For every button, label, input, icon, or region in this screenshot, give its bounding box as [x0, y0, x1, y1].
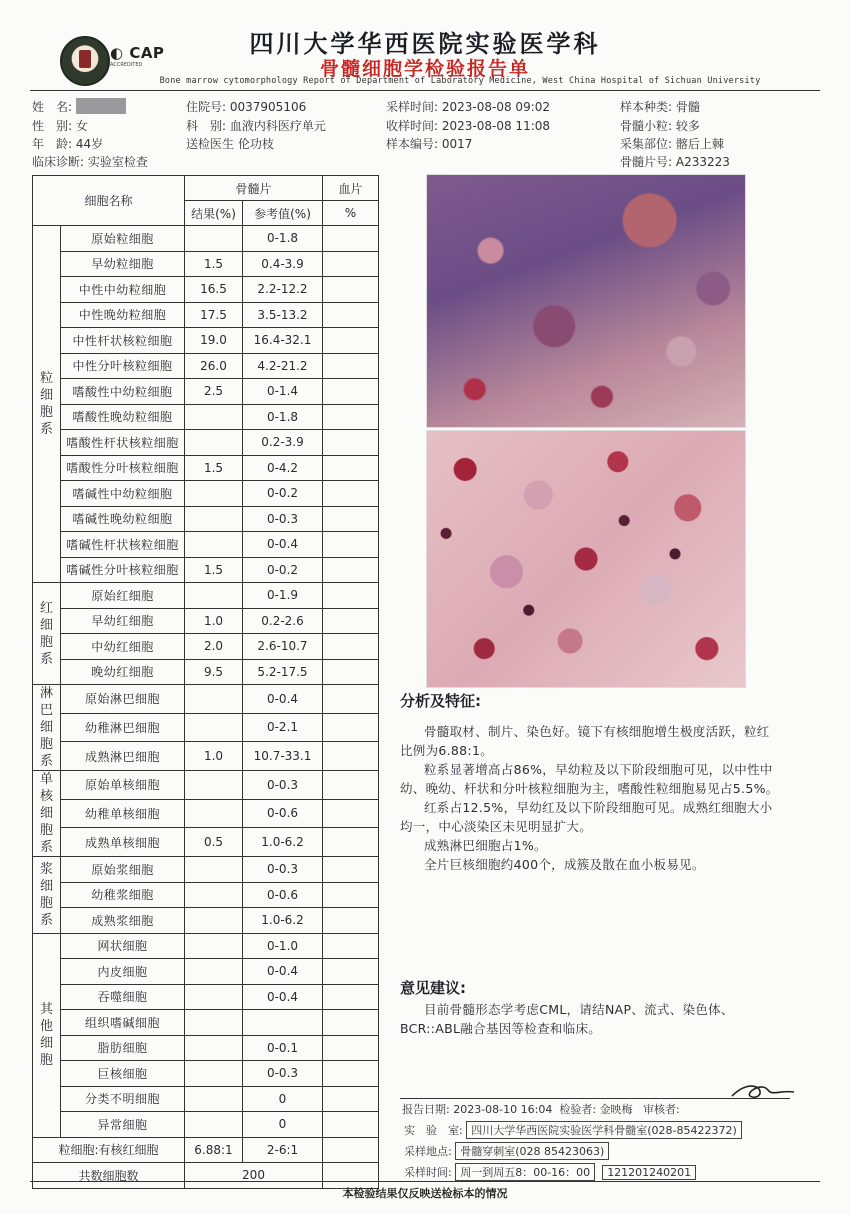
count-label: 共数细胞数 — [33, 1163, 185, 1189]
group-plasma-label: 浆细胞系 — [39, 861, 53, 928]
col-result-header: 结果(%) — [185, 201, 243, 226]
cell-blood — [323, 557, 379, 583]
admission-value: 0037905106 — [229, 100, 307, 114]
cell-result — [185, 933, 243, 959]
cell-name: 成熟浆细胞 — [61, 908, 185, 934]
receive-time-label: 收样时间: — [386, 119, 439, 133]
cell-result — [185, 1010, 243, 1036]
cell-blood — [323, 1061, 379, 1087]
cell-result — [185, 430, 243, 456]
cell-blood — [323, 608, 379, 634]
receive-time-field — [386, 117, 550, 134]
report-date-label: 报告日期: — [402, 1103, 450, 1116]
cell-result — [185, 959, 243, 985]
cell-name: 嗜碱性分叶核粒细胞 — [61, 557, 185, 583]
name-redacted — [76, 98, 126, 114]
cell-ref: 0-0.3 — [243, 506, 323, 532]
cap-sub: ACCREDITED — [110, 62, 143, 68]
table-row — [33, 583, 379, 609]
cell-ref: 0-0.4 — [243, 532, 323, 558]
cell-blood — [323, 379, 379, 405]
cell-name: 嗜酸性中幼粒细胞 — [61, 379, 185, 405]
site-label: 采集部位: — [620, 137, 673, 151]
barcode-number: 121201240201 — [602, 1165, 696, 1180]
dept-label: 科 别: — [186, 119, 227, 133]
cell-blood — [323, 226, 379, 252]
cell-ref: 0-0.2 — [243, 481, 323, 507]
table-row — [33, 277, 379, 303]
sample-no-label: 样本编号: — [386, 137, 439, 151]
table-row — [33, 771, 379, 800]
analysis-body — [400, 722, 780, 874]
table-row — [33, 353, 379, 379]
table-row — [33, 659, 379, 685]
sex-value: 女 — [75, 119, 88, 133]
ratio-label: 粒细胞:有核红细胞 — [33, 1137, 185, 1163]
cell-result — [185, 506, 243, 532]
cell-name: 原始红细胞 — [61, 583, 185, 609]
sampling-site-label: 采样地点: — [404, 1145, 452, 1158]
sampling-time-label: 采样时间: — [404, 1166, 452, 1179]
col-name-header: 细胞名称 — [33, 176, 185, 226]
cell-ref: 0-1.0 — [243, 933, 323, 959]
sampling-time-row — [404, 1163, 696, 1181]
english-title: Bone marrow cytomorphology Report of Department of Laboratory Medicine, West China Hospital of Sichuan University — [159, 76, 761, 86]
admission-label: 住院号: — [186, 100, 227, 114]
cell-result — [185, 799, 243, 828]
cell-result — [185, 532, 243, 558]
cell-ref: 4.2-21.2 — [243, 353, 323, 379]
cell-result — [185, 685, 243, 714]
table-row — [33, 481, 379, 507]
signature — [728, 1076, 798, 1106]
table-row — [33, 984, 379, 1010]
doctor-field — [186, 135, 274, 152]
cell-ref: 0.2-3.9 — [243, 430, 323, 456]
lab-label: 实 验 室: — [404, 1124, 463, 1137]
cell-name: 脂肪细胞 — [61, 1035, 185, 1061]
table-row — [33, 908, 379, 934]
slide-no-value: A233223 — [675, 155, 730, 169]
diagnosis-label: 临床诊断: — [32, 155, 85, 169]
cell-ref: 0-0.3 — [243, 771, 323, 800]
name-field — [32, 98, 126, 115]
cell-result: 0.5 — [185, 828, 243, 857]
cell-result — [185, 1061, 243, 1087]
sex-field — [32, 117, 88, 134]
cell-ref: 0 — [243, 1086, 323, 1112]
table-row — [33, 634, 379, 660]
cell-name: 原始单核细胞 — [61, 771, 185, 800]
opinion-text: 目前骨髓形态学考虑CML，请结NAP、流式、染色体、BCR::ABL融合基因等检查和临床。 — [400, 1002, 734, 1036]
table-row — [33, 857, 379, 883]
table-row — [33, 404, 379, 430]
cell-ref: 10.7-33.1 — [243, 742, 323, 771]
col-pct-header: % — [323, 201, 379, 226]
micrograph-low-power — [426, 174, 746, 428]
examiner-value: 金映梅 — [599, 1103, 633, 1116]
hospital-title: 四川大学华西医院实验医学科 — [249, 30, 601, 58]
ratio-row — [33, 1137, 379, 1163]
table-row — [33, 882, 379, 908]
marrow-grain-field — [620, 117, 700, 134]
cell-result: 1.0 — [185, 742, 243, 771]
table-row — [33, 1010, 379, 1036]
report-date-row — [402, 1101, 680, 1117]
cell-name: 晚幼红细胞 — [61, 659, 185, 685]
ratio-ref: 2-6:1 — [243, 1137, 323, 1163]
sampling-site-value: 骨髓穿刺室(028 85423063) — [455, 1142, 609, 1160]
cell-blood — [323, 430, 379, 456]
table-row — [33, 226, 379, 252]
col-ref-header: 参考值(%) — [243, 201, 323, 226]
lab-row — [404, 1121, 742, 1139]
cell-blood — [323, 506, 379, 532]
analysis-title: 分析及特征: — [400, 692, 481, 710]
cell-name: 中性中幼粒细胞 — [61, 277, 185, 303]
cell-ref: 16.4-32.1 — [243, 328, 323, 354]
disclaimer-note: 本检验结果仅反映送检标本的情况 — [342, 1187, 508, 1200]
cell-result — [185, 1086, 243, 1112]
cell-name: 原始浆细胞 — [61, 857, 185, 883]
cell-result: 2.5 — [185, 379, 243, 405]
cell-result: 9.5 — [185, 659, 243, 685]
sex-label: 性 别: — [32, 119, 73, 133]
group-lympho-label: 淋巴细胞系 — [39, 686, 53, 769]
cell-ref: 1.0-6.2 — [243, 908, 323, 934]
cell-blood — [323, 713, 379, 742]
cell-blood — [323, 984, 379, 1010]
examiner-label: 检验者: — [559, 1103, 597, 1116]
cell-result — [185, 984, 243, 1010]
cell-name: 组织嗜碱细胞 — [61, 1010, 185, 1036]
cell-blood — [323, 685, 379, 714]
cell-ref — [243, 1010, 323, 1036]
cell-name: 嗜碱性晚幼粒细胞 — [61, 506, 185, 532]
cell-result — [185, 583, 243, 609]
cell-result: 26.0 — [185, 353, 243, 379]
cell-name: 原始粒细胞 — [61, 226, 185, 252]
group-mono — [33, 771, 61, 857]
cell-blood — [323, 857, 379, 883]
table-row — [33, 506, 379, 532]
cell-result — [185, 713, 243, 742]
micrograph-high-power — [426, 430, 746, 688]
cell-name: 中幼红细胞 — [61, 634, 185, 660]
cell-name: 早幼红细胞 — [61, 608, 185, 634]
cell-blood — [323, 1086, 379, 1112]
cell-ref: 0.2-2.6 — [243, 608, 323, 634]
cell-ref: 0-0.6 — [243, 882, 323, 908]
cell-name: 异常细胞 — [61, 1112, 185, 1138]
group-other-label: 其他细胞 — [39, 1002, 53, 1068]
table-row — [33, 328, 379, 354]
cell-blood — [323, 828, 379, 857]
cell-result — [185, 481, 243, 507]
site-value: 髂后上棘 — [675, 137, 724, 151]
slide-no-field — [620, 153, 730, 170]
cell-name: 巨核细胞 — [61, 1061, 185, 1087]
cell-result — [185, 404, 243, 430]
reviewer-label: 审核者: — [643, 1103, 680, 1116]
cell-name: 嗜酸性杆状核粒细胞 — [61, 430, 185, 456]
table-row — [33, 532, 379, 558]
cell-name: 中性杆状核粒细胞 — [61, 328, 185, 354]
cell-name: 早幼粒细胞 — [61, 251, 185, 277]
cell-blood — [323, 302, 379, 328]
slide-no-label: 骨髓片号: — [620, 155, 673, 169]
cell-name: 吞噬细胞 — [61, 984, 185, 1010]
table-row — [33, 557, 379, 583]
cell-blood — [323, 908, 379, 934]
cell-blood — [323, 277, 379, 303]
cell-ref: 0-0.1 — [243, 1035, 323, 1061]
table-row — [33, 1035, 379, 1061]
sampling-site-row — [404, 1142, 609, 1160]
cell-ref: 0-1.8 — [243, 226, 323, 252]
cell-name: 内皮细胞 — [61, 959, 185, 985]
cell-result — [185, 882, 243, 908]
report-date-value: 2023-08-10 16:04 — [453, 1103, 553, 1116]
diagnosis-value: 实验室检查 — [87, 155, 148, 169]
cell-name: 幼稚淋巴细胞 — [61, 713, 185, 742]
cell-result: 1.5 — [185, 251, 243, 277]
footer-divider — [400, 1098, 790, 1099]
cell-blood — [323, 455, 379, 481]
site-field — [620, 135, 724, 152]
cell-result: 19.0 — [185, 328, 243, 354]
marrow-grain-label: 骨髓小粒: — [620, 119, 673, 133]
cell-result — [185, 908, 243, 934]
table-row — [33, 379, 379, 405]
cell-result — [185, 226, 243, 252]
table-row — [33, 933, 379, 959]
analysis-p4: 成熟淋巴细胞占1%。 — [424, 838, 547, 853]
cell-name: 成熟淋巴细胞 — [61, 742, 185, 771]
group-mono-label: 单核细胞系 — [39, 772, 53, 855]
cell-blood — [323, 799, 379, 828]
cell-ref: 0-0.3 — [243, 857, 323, 883]
cell-result: 1.0 — [185, 608, 243, 634]
table-row — [33, 608, 379, 634]
cell-result — [185, 1035, 243, 1061]
table-row — [33, 828, 379, 857]
cell-blood — [323, 1035, 379, 1061]
cell-blood — [323, 251, 379, 277]
cell-table — [32, 175, 379, 1189]
name-label: 姓 名: — [32, 100, 73, 114]
age-label: 年 龄: — [32, 137, 73, 151]
bottom-divider — [30, 1181, 820, 1182]
cell-name: 幼稚浆细胞 — [61, 882, 185, 908]
cell-ref: 0-2.1 — [243, 713, 323, 742]
table-row — [33, 1086, 379, 1112]
cell-name: 嗜碱性中幼粒细胞 — [61, 481, 185, 507]
cell-blood — [323, 959, 379, 985]
cell-result — [185, 771, 243, 800]
receive-time-value: 2023-08-08 11:08 — [441, 119, 551, 133]
cap-logo-mark: ◐ — [110, 44, 130, 62]
report-title: 骨髓细胞学检验报告单 — [319, 58, 530, 80]
ratio-result: 6.88:1 — [185, 1137, 243, 1163]
table-row — [33, 959, 379, 985]
doctor-label: 送检医生 — [186, 137, 235, 151]
count-value: 200 — [185, 1163, 323, 1189]
cell-ref: 0-0.4 — [243, 959, 323, 985]
opinion-title: 意见建议: — [400, 979, 466, 997]
cell-result: 17.5 — [185, 302, 243, 328]
cell-name: 原始淋巴细胞 — [61, 685, 185, 714]
cell-blood — [323, 404, 379, 430]
header-divider — [30, 90, 820, 91]
cell-blood — [323, 742, 379, 771]
sample-no-value: 0017 — [441, 137, 473, 151]
cell-result — [185, 1112, 243, 1138]
cell-name: 网状细胞 — [61, 933, 185, 959]
cell-ref: 0 — [243, 1112, 323, 1138]
cell-ref: 1.0-6.2 — [243, 828, 323, 857]
collect-time-label: 采样时间: — [386, 100, 439, 114]
cell-name: 嗜酸性晚幼粒细胞 — [61, 404, 185, 430]
dept-field — [186, 117, 326, 134]
admission-field — [186, 98, 306, 115]
analysis-p2: 粒系显著增高占86%，早幼粒及以下阶段细胞可见，以中性中幼、晚幼、杆状和分叶核粒细胞为主，嗜酸性粒细胞易见占5.5%。 — [400, 762, 779, 796]
cell-ref: 0-0.4 — [243, 685, 323, 714]
diagnosis-field — [32, 153, 148, 170]
cell-ref: 0.4-3.9 — [243, 251, 323, 277]
cell-result: 2.0 — [185, 634, 243, 660]
cell-name: 中性晚幼粒细胞 — [61, 302, 185, 328]
doctor-value: 伦功枝 — [237, 137, 274, 151]
lab-value: 四川大学华西医院实验医学科骨髓室(028-85422372) — [466, 1121, 742, 1139]
age-field — [32, 135, 103, 152]
ratio-blood — [323, 1137, 379, 1163]
cell-blood — [323, 328, 379, 354]
cell-ref: 2.6-10.7 — [243, 634, 323, 660]
cell-blood — [323, 353, 379, 379]
collect-time-field — [386, 98, 550, 115]
cell-name: 成熟单核细胞 — [61, 828, 185, 857]
sample-no-field — [386, 135, 472, 152]
cell-ref: 0-1.4 — [243, 379, 323, 405]
cell-result: 1.5 — [185, 557, 243, 583]
cell-result — [185, 857, 243, 883]
cell-ref: 0-1.9 — [243, 583, 323, 609]
group-plasma — [33, 857, 61, 934]
table-row — [33, 799, 379, 828]
group-granulo — [33, 226, 61, 583]
age-value: 44岁 — [75, 137, 104, 151]
sampling-time-value: 周一到周五8：00-16：00 — [455, 1163, 595, 1181]
table-row — [33, 742, 379, 771]
sample-type-value: 骨髓 — [675, 100, 700, 114]
cell-ref: 5.2-17.5 — [243, 659, 323, 685]
cell-ref: 0-1.8 — [243, 404, 323, 430]
dept-value: 血液内科医疗单元 — [229, 119, 326, 133]
group-other — [33, 933, 61, 1137]
table-row — [33, 251, 379, 277]
cell-ref: 0-4.2 — [243, 455, 323, 481]
table-row — [33, 685, 379, 714]
cell-result: 1.5 — [185, 455, 243, 481]
cell-blood — [323, 583, 379, 609]
table-row — [33, 302, 379, 328]
table-row — [33, 430, 379, 456]
cell-blood — [323, 634, 379, 660]
cell-blood — [323, 532, 379, 558]
group-lympho — [33, 685, 61, 771]
cell-ref: 3.5-13.2 — [243, 302, 323, 328]
cell-name: 嗜酸性分叶核粒细胞 — [61, 455, 185, 481]
cell-ref: 2.2-12.2 — [243, 277, 323, 303]
collect-time-value: 2023-08-08 09:02 — [441, 100, 551, 114]
cell-name: 幼稚单核细胞 — [61, 799, 185, 828]
col-blood-header: 血片 — [323, 176, 379, 201]
sample-type-label: 样本种类: — [620, 100, 673, 114]
group-erythro-label: 红细胞系 — [39, 600, 53, 667]
cell-name: 中性分叶核粒细胞 — [61, 353, 185, 379]
group-erythro — [33, 583, 61, 685]
analysis-p5: 全片巨核细胞约400个，成簇及散在血小板易见。 — [424, 857, 705, 872]
cell-blood — [323, 1112, 379, 1138]
cell-blood — [323, 481, 379, 507]
cell-ref: 0-0.2 — [243, 557, 323, 583]
table-row — [33, 455, 379, 481]
cell-blood — [323, 882, 379, 908]
cell-ref: 0-0.3 — [243, 1061, 323, 1087]
group-granulo-label: 粒细胞系 — [39, 371, 53, 437]
table-row — [33, 713, 379, 742]
cell-blood — [323, 933, 379, 959]
cell-name: 嗜碱性杆状核粒细胞 — [61, 532, 185, 558]
cell-blood — [323, 771, 379, 800]
col-marrow-header: 骨髓片 — [185, 176, 323, 201]
cell-result: 16.5 — [185, 277, 243, 303]
table-row — [33, 1112, 379, 1138]
analysis-p3: 红系占12.5%，早幼红及以下阶段细胞可见。成熟红细胞大小均一，中心淡染区未见明显扩大。 — [400, 800, 773, 834]
cell-blood — [323, 659, 379, 685]
cell-name: 分类不明细胞 — [61, 1086, 185, 1112]
cell-ref: 0-0.4 — [243, 984, 323, 1010]
table-row — [33, 1061, 379, 1087]
sample-type-field — [620, 98, 700, 115]
cell-ref: 0-0.6 — [243, 799, 323, 828]
marrow-grain-value: 较多 — [675, 119, 700, 133]
cell-blood — [323, 1010, 379, 1036]
cap-text: CAP — [129, 44, 165, 62]
analysis-p1: 骨髓取材、制片、染色好。镜下有核细胞增生极度活跃，粒红比例为6.88:1。 — [400, 724, 770, 758]
